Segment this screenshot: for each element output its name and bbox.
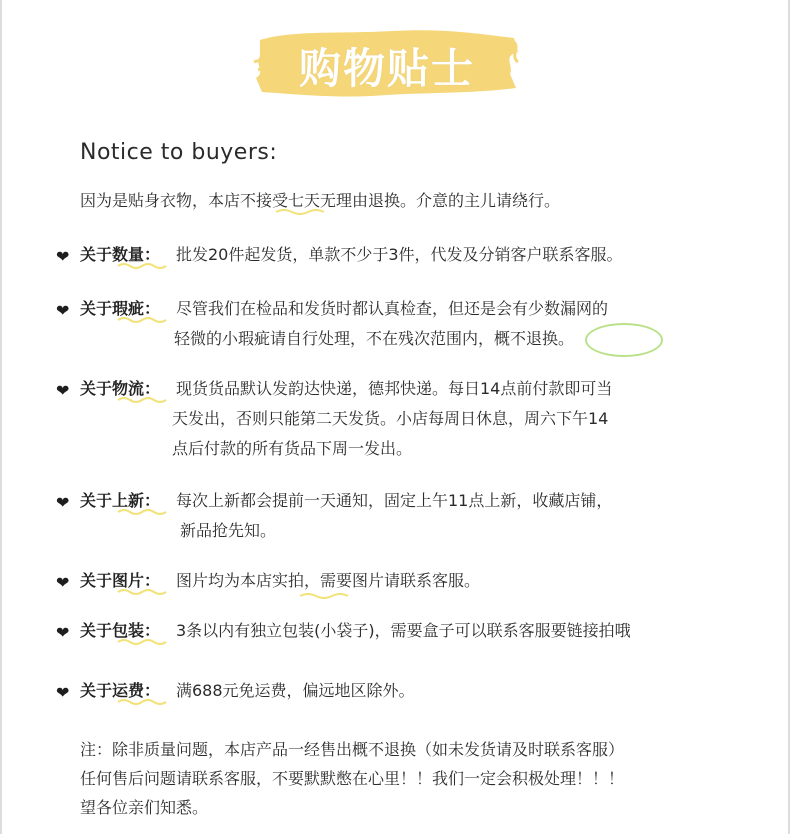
item-key: 关于物流： (80, 379, 161, 398)
note-line: 注：除非质量问题，本店产品一经售出概不退换（如未发货请及时联系客服） (80, 740, 625, 759)
item-key: 关于图片： (80, 571, 161, 590)
heart-icon: ❤ (56, 247, 70, 266)
item-text-line: 轻微的小瑕疵请自行处理，不在残次范围内，概不退换。 (174, 329, 575, 348)
item-text-line: 点后付款的所有货品下周一发出。 (172, 439, 413, 458)
heart-icon: ❤ (56, 381, 70, 400)
item-key: 关于数量： (80, 245, 161, 264)
item-keyword: 上新 (112, 491, 145, 510)
item-keyword: 物流 (112, 379, 145, 398)
heart-icon: ❤ (56, 683, 70, 702)
item-keyword: 运费 (112, 681, 145, 700)
heart-icon: ❤ (56, 493, 70, 512)
item-text-line: 尽管我们在检品和发货时都认真检查，但还是会有少数漏网的 (176, 299, 609, 318)
item-text-line: 3条以内有独立包装(小袋子)，需要盒子可以联系客服要链接拍哦 (176, 621, 631, 640)
highlight-circle (585, 323, 663, 357)
item-key: 关于包装： (80, 621, 161, 640)
item-text-line: 批发20件起发货，单款不少于3件，代发及分销客户联系客服。 (176, 245, 623, 264)
intro-text: 因为是贴身衣物，本店不接受七天无理由退换。介意的主儿请绕行。 (80, 191, 561, 210)
item-keyword: 包装 (112, 621, 145, 640)
item-text-line: 新品抢先知。 (180, 521, 277, 540)
item-keyword: 瑕疵 (112, 299, 145, 318)
footer-note (80, 735, 624, 822)
note-line: 望各位亲们知悉。 (80, 798, 209, 817)
item-key: 关于上新： (80, 491, 161, 510)
item-text-line: 现货货品默认发韵达快递，德邦快递。每日14点前付款即可当 (176, 379, 613, 398)
item-text-line: 每次上新都会提前一天通知，固定上午11点上新，收藏店铺， (176, 491, 613, 510)
page-title: 购物贴士 (298, 44, 475, 93)
heart-icon: ❤ (56, 623, 70, 642)
item-key: 关于瑕疵： (80, 299, 161, 318)
item-text-line: 图片均为本店实拍，需要图片请联系客服。 (176, 571, 481, 590)
item-key: 关于运费： (80, 681, 161, 700)
heart-icon: ❤ (56, 301, 70, 320)
heart-icon: ❤ (56, 573, 70, 592)
item-keyword: 数量 (112, 245, 145, 264)
item-keyword: 图片 (112, 571, 145, 590)
item-text-line: 天发出，否则只能第二天发货。小店每周日休息，周六下午14 (172, 409, 609, 428)
notice-heading: Notice to buyers: (80, 140, 278, 165)
note-line: 任何售后问题请联系客服，不要默默憋在心里！！我们一定会积极处理！！！ (80, 769, 625, 788)
item-text-line: 满688元免运费，偏远地区除外。 (176, 681, 415, 700)
